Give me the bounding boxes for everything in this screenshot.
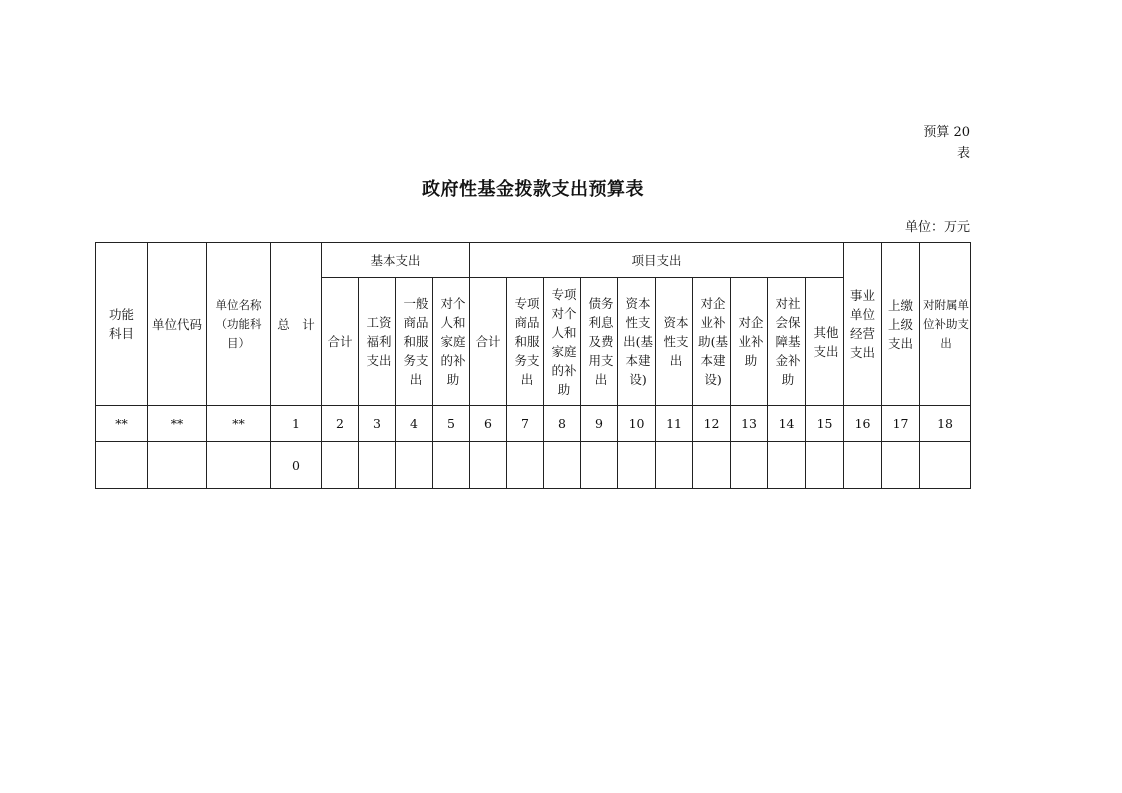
header-business-ops: 事业单位经营支出 xyxy=(844,243,882,406)
header-enterprise: 对企业补助 xyxy=(731,278,768,406)
data-cell xyxy=(544,442,581,489)
data-cell xyxy=(806,442,844,489)
index-cell: 1 xyxy=(271,406,322,442)
data-cell xyxy=(207,442,271,489)
data-cell xyxy=(470,442,507,489)
header-social-security: 对社会保障基金补助 xyxy=(768,278,806,406)
index-cell: 4 xyxy=(396,406,433,442)
form-number xyxy=(923,122,970,164)
index-cell: 6 xyxy=(470,406,507,442)
header-debt-interest: 债务利息及费用支出 xyxy=(581,278,618,406)
data-cell xyxy=(844,442,882,489)
index-row xyxy=(96,406,971,442)
index-cell: 12 xyxy=(693,406,731,442)
index-cell: ** xyxy=(207,406,271,442)
data-cell xyxy=(148,442,207,489)
data-cell xyxy=(882,442,920,489)
index-cell: 11 xyxy=(656,406,693,442)
data-cell xyxy=(96,442,148,489)
header-project-total: 合计 xyxy=(470,278,507,406)
index-cell: 5 xyxy=(433,406,470,442)
header-func-subject: 功能科目 xyxy=(96,243,148,406)
header-affiliated-subsidy: 对附属单位补助支出 xyxy=(920,243,971,406)
data-cell xyxy=(433,442,470,489)
index-cell: 3 xyxy=(359,406,396,442)
data-row xyxy=(96,442,971,489)
index-cell: 10 xyxy=(618,406,656,442)
header-total: 总 计 xyxy=(271,243,322,406)
form-number-line-2: 表 xyxy=(956,146,970,161)
index-cell: 2 xyxy=(322,406,359,442)
data-cell xyxy=(507,442,544,489)
index-cell: 8 xyxy=(544,406,581,442)
index-cell: 17 xyxy=(882,406,920,442)
header-other: 其他支出 xyxy=(806,278,844,406)
header-individual-subsidy: 对个人和家庭的补助 xyxy=(433,278,470,406)
header-upper-payment: 上缴上级支出 xyxy=(882,243,920,406)
page-title: 政府性基金拨款支出预算表 xyxy=(422,179,644,200)
index-cell: ** xyxy=(148,406,207,442)
index-cell: ** xyxy=(96,406,148,442)
data-cell xyxy=(322,442,359,489)
data-cell xyxy=(359,442,396,489)
form-number-line-1: 预算 20 xyxy=(923,125,970,140)
data-cell xyxy=(693,442,731,489)
header-unit-name: 单位名称 （功能科目） xyxy=(207,243,271,406)
header-goods-services: 一般商品和服务支出 xyxy=(396,278,433,406)
header-basic-group: 基本支出 xyxy=(322,243,470,278)
data-cell xyxy=(731,442,768,489)
header-enterprise-basic: 对企业补助(基本建设) xyxy=(693,278,731,406)
data-cell xyxy=(920,442,971,489)
header-capital: 资本性支出 xyxy=(656,278,693,406)
index-cell: 13 xyxy=(731,406,768,442)
header-capital-basic: 资本性支出(基本建设) xyxy=(618,278,656,406)
data-cell-total: 0 xyxy=(271,442,322,489)
header-row-1 xyxy=(96,243,971,278)
header-unit-code: 单位代码 xyxy=(148,243,207,406)
unit-label: 单位：万元 xyxy=(904,220,970,235)
data-cell xyxy=(618,442,656,489)
index-cell: 7 xyxy=(507,406,544,442)
data-cell xyxy=(656,442,693,489)
header-project-group: 项目支出 xyxy=(470,243,844,278)
index-cell: 14 xyxy=(768,406,806,442)
index-cell: 15 xyxy=(806,406,844,442)
header-basic-total: 合计 xyxy=(322,278,359,406)
header-special-goods: 专项商品和服务支出 xyxy=(507,278,544,406)
index-cell: 16 xyxy=(844,406,882,442)
index-cell: 9 xyxy=(581,406,618,442)
budget-table xyxy=(95,242,971,489)
data-cell xyxy=(581,442,618,489)
index-cell: 18 xyxy=(920,406,971,442)
data-cell xyxy=(768,442,806,489)
data-cell xyxy=(396,442,433,489)
header-proj-individual: 专项对个人和家庭的补助 xyxy=(544,278,581,406)
header-wages: 工资福利支出 xyxy=(359,278,396,406)
